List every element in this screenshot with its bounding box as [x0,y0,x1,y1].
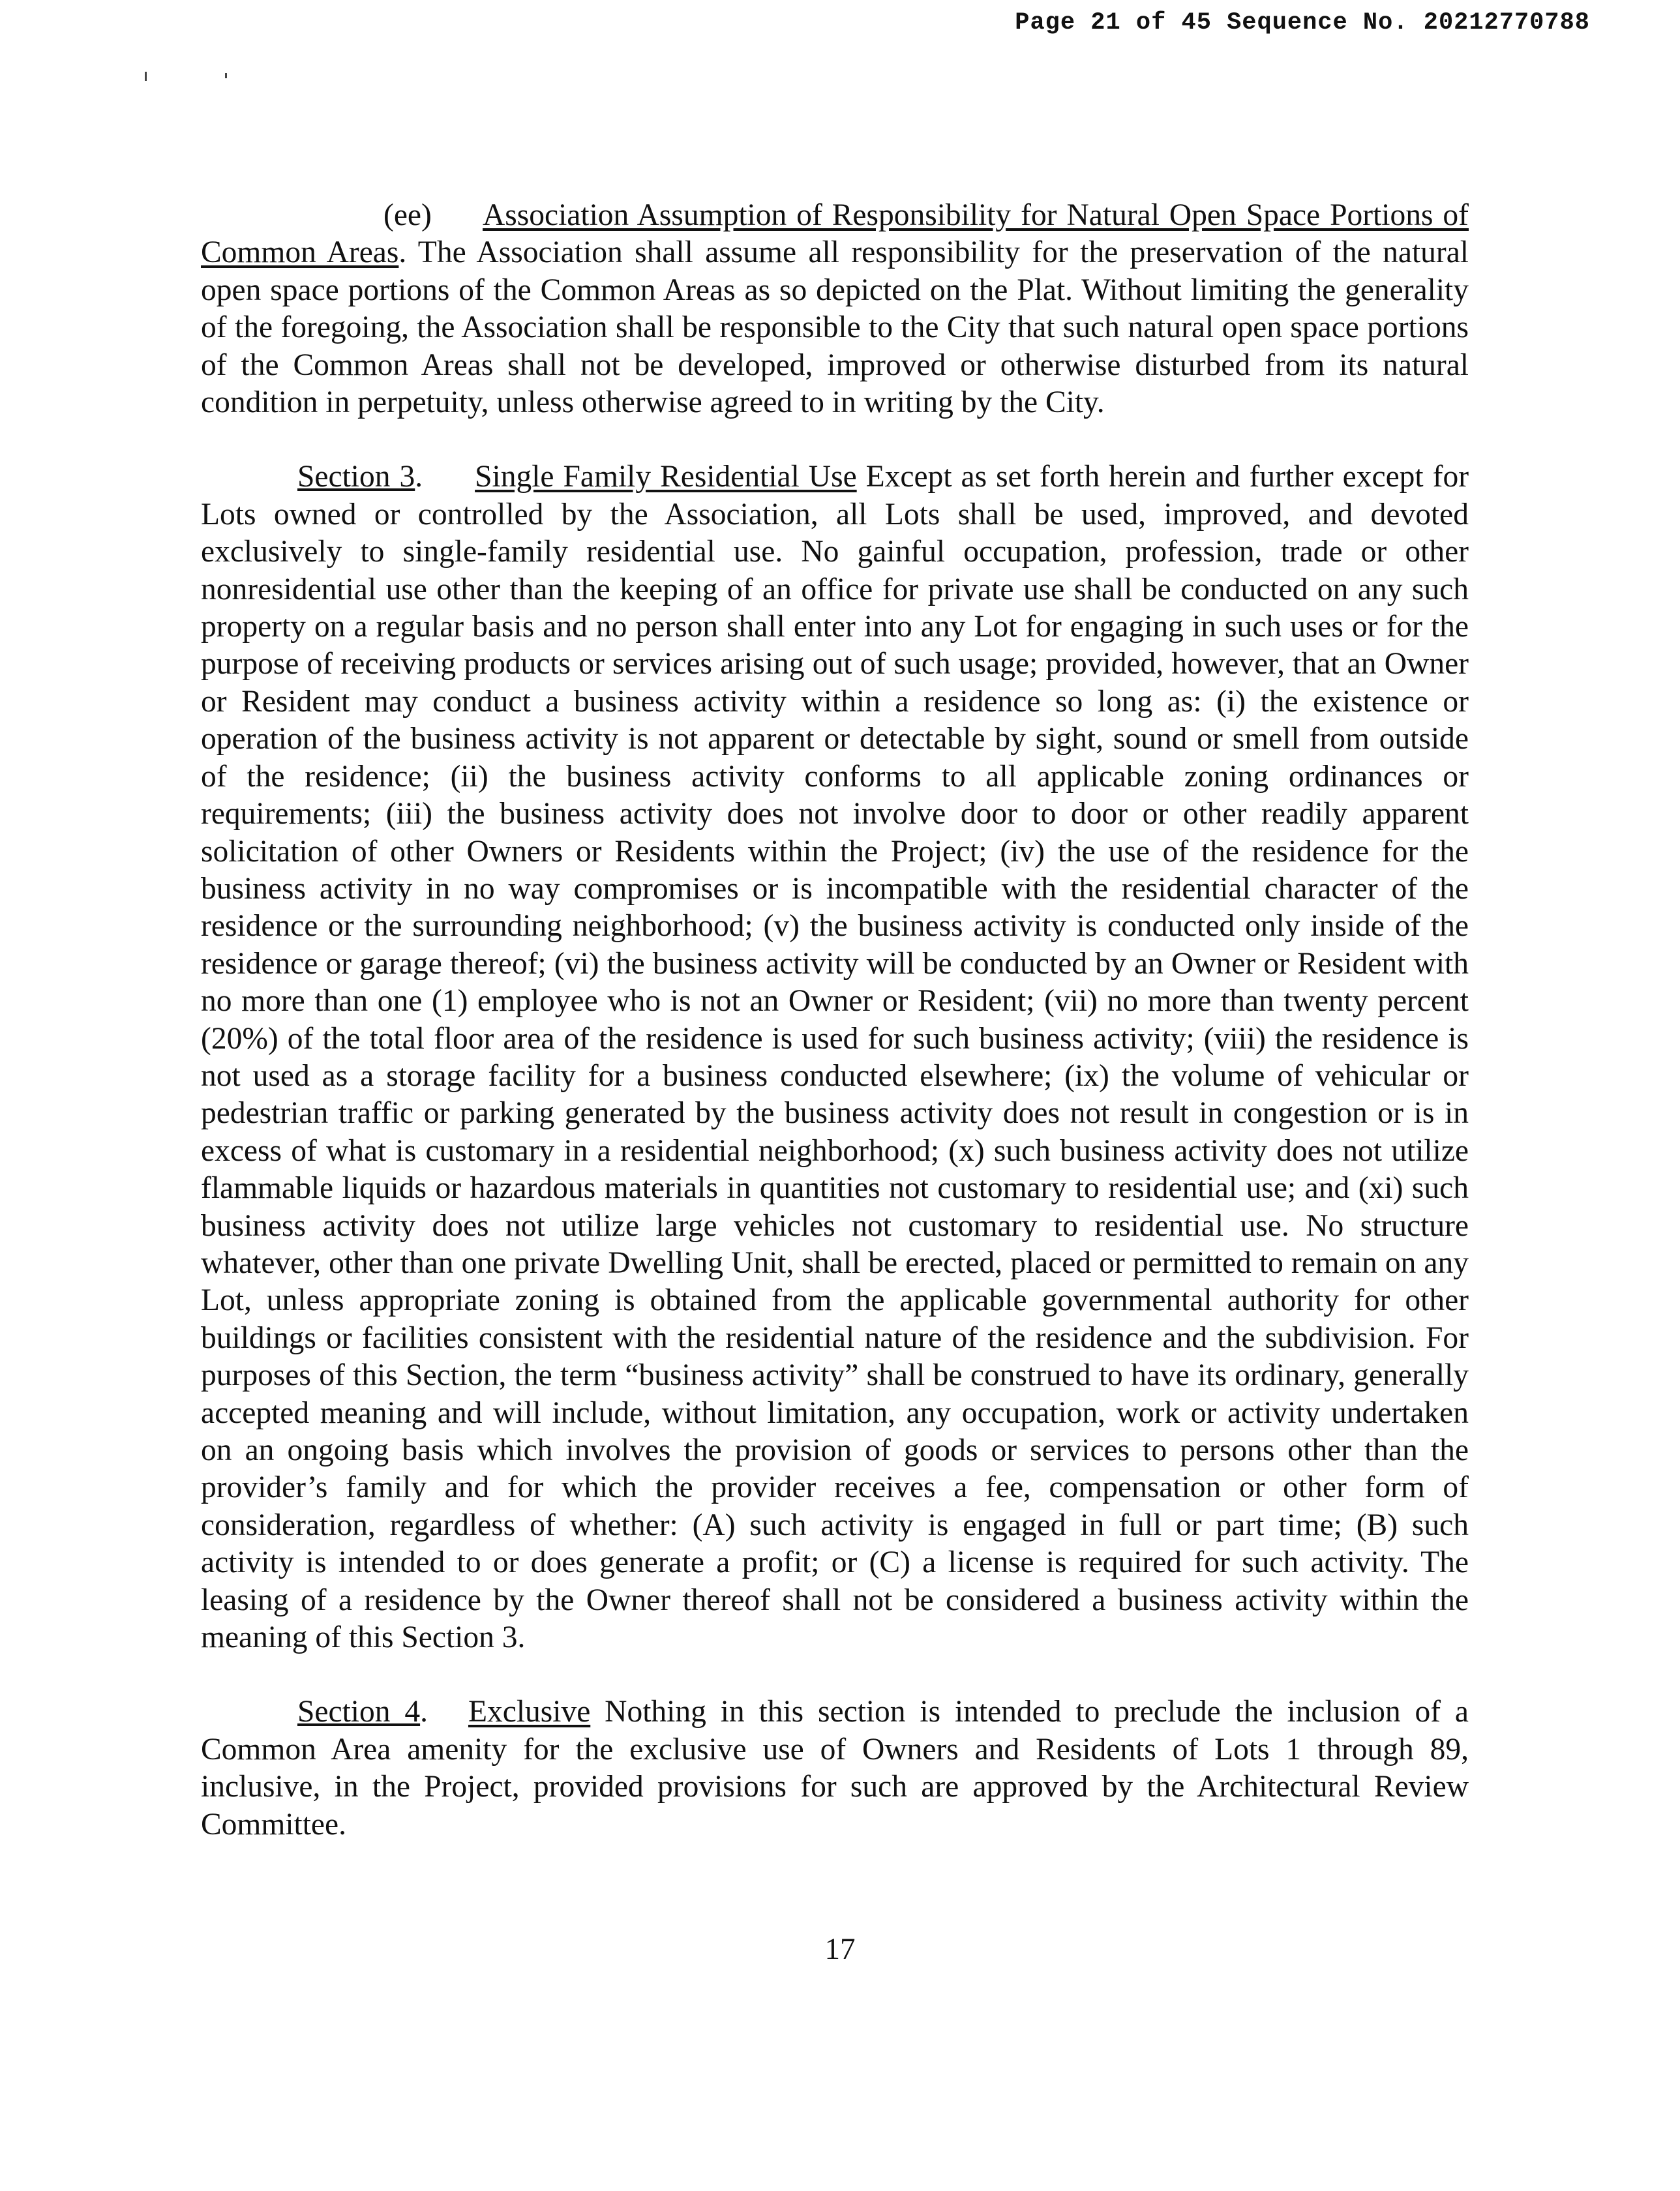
section-3-paragraph [201,458,1469,1656]
section-3-body: Except as set forth herein and further except for Lots owned or controlled by the Association, all Lots shall be used, improved, and devoted exclusively to single-family residential use. No gainful occupation, profession, trade or other nonresidential use other than the keeping of an office for private use shall be conducted on any such property on a regular basis and no person shall enter into any Lot for engaging in such uses or for the purpose of receiving products or services arising out of such usage; provided, however, that an Owner or Resident may conduct a business activity within a residence so long as: (i) the existence or operation of the business activity is not apparent or detectable by sight, sound or smell from outside of the residence; (ii) the business activity conforms to all applicable zoning ordinances or requirements; (iii) the business activity does not involve door to door or other readily apparent solicitation of other Owners or Residents within the Project; (iv) the use of the residence for the business activity in no way compromises or is incompatible with the residential character of the residence or the surrounding neighborhood; (v) the business activity is conducted only inside of the residence or garage thereof; (vi) the business activity will be conducted by an Owner or Resident with no more than one (1) employee who is not an Owner or Resident; (vii) no more than twenty percent (20%) of the total floor area of the residence is used for such business activity; (viii) the residence is not used as a storage facility for a business conducted elsewhere; (ix) the volume of vehicular or pedestrian traffic or parking generated by the business activity does not result in congestion or is in excess of what is customary in a residential neighborhood; (x) such business activity does not utilize flammable liquids or hazardous materials in quantities not customary to residential use; and (xi) such business activity does not utilize large vehicles not customary to residential use. No structure whatever, other than one private Dwelling Unit, shall be erected, placed or permitted to remain on any Lot, unless appropriate zoning is obtained from the applicable governmental authority for other buildings or facilities consistent with the residential nature of the residence and the subdivision. For purposes of this Section, the term “business activity” shall be construed to have its ordinary, generally accepted meaning and will include, without limitation, any occupation, work or activity undertaken on an ongoing basis which involves the provision of goods or services to persons other than the provider’s family and for which the provider receives a fee, compensation or other form of consideration, regardless of whether: (A) such activity is engaged in full or part time; (B) such activity is intended to or does generate a profit; or (C) a license is required for such activity. The leasing of a residence by the Owner thereof shall not be considered a business activity within the meaning of this Section 3. [201,460,1469,1655]
section-4-heading: Exclusive [468,1695,591,1729]
section-3-label-period: . [415,460,423,494]
paragraph-ee-body: The Association shall assume all responsibility for the preservation of the natural open space portions of the Common Areas as so depicted on the Plat. Without limiting the generality of the foregoing, the Association shall be responsible to the City that such natural open space portions of the Common Areas shall not be developed, improved or otherwise disturbed from its natural condition in perpetuity, unless otherwise agreed to in writing by the City. [201,235,1469,420]
paragraph-ee [201,197,1469,421]
section-4-body: Nothing in this section is intended to preclude the inclusion of a Common Area amenity for the exclusive use of Owners and Residents of Lots 1 through 89, inclusive, in the Project, provided provisions for such are approved by the Architectural Review Committee. [201,1695,1469,1841]
scan-artifact-mark [225,73,227,78]
paragraph-ee-number: (ee) [383,198,432,232]
section-3-label: Section 3 [297,460,415,494]
page-sequence-header: Page 21 of 45 Sequence No. 20212770788 [1015,9,1590,37]
section-4-paragraph [201,1693,1469,1843]
document-body [201,197,1469,1843]
scan-artifact-mark [145,72,147,81]
section-4-label-period: . [420,1695,428,1729]
section-4-label: Section 4 [297,1695,421,1729]
section-3-heading: Single Family Residential Use [475,460,857,494]
paragraph-ee-heading: Association Assumption of Responsibility for Natural Open Space Portions of Common Areas [201,198,1469,270]
page-number: 17 [824,1932,856,1966]
paragraph-ee-heading-period: . [398,235,407,270]
